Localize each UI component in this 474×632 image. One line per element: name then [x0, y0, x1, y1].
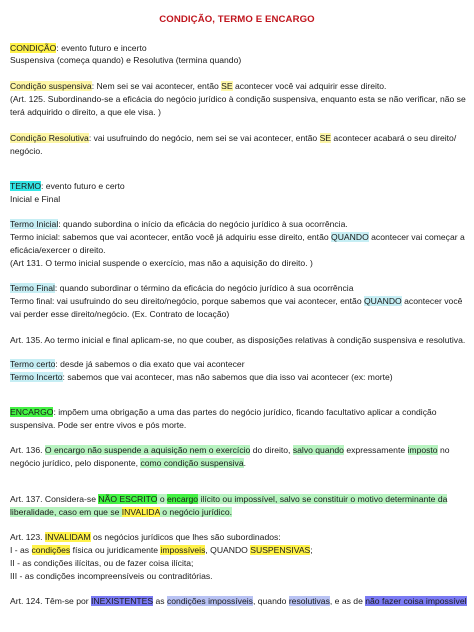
final-explanation-end: acontecer você: [401, 296, 463, 306]
suspensiva-text: : Nem sei se vai acontecer, então: [91, 81, 222, 91]
inicial-text: : quando subordina o início da eficácia do negócio jurídico à sua ocorrência.: [58, 219, 348, 229]
art123-item-1: I - as condições física ou juridicamente impossíveis, QUANDO SUSPENSIVAS;: [10, 545, 313, 555]
art137-line: [10, 494, 466, 505]
art124-resolutivas: resolutivas: [288, 596, 330, 606]
termo-types: Inicial e Final: [10, 194, 61, 204]
suspensiva-term: Condição suspensiva: [10, 81, 92, 91]
art136-number: Art. 136.: [10, 445, 45, 455]
art124-text-4: , e as de: [329, 596, 366, 606]
suspensiva-se: SE: [221, 81, 233, 91]
termo-definition: : evento futuro e certo: [41, 181, 125, 191]
art137-invalida: INVALIDA: [121, 507, 160, 517]
page-title: CONDIÇÃO, TERMO E ENCARGO: [159, 14, 315, 25]
certo-term: Termo certo: [10, 359, 56, 369]
resolutiva-line-2: negócio.: [10, 146, 43, 156]
art124-text-3: , quando: [252, 596, 289, 606]
art136-highlight-3: imposto: [407, 445, 438, 455]
inicial-quando: QUANDO: [331, 232, 369, 242]
final-line: [10, 283, 466, 294]
art124-text-2: as: [153, 596, 167, 606]
encargo-line: [10, 407, 466, 418]
incerto-line: [10, 372, 466, 383]
art137-text-2: o: [157, 494, 167, 504]
suspensiva-line: [10, 81, 466, 92]
termo-term: TERMO: [10, 181, 42, 191]
art137-text-1: Art. 137. Considera-se: [10, 494, 99, 504]
art136-line-2: [10, 458, 466, 469]
final-explanation: Termo final: vai usufruindo do seu direito/negócio, porque sabemos que vai acontecer, então: [10, 296, 364, 306]
condicao-types: Suspensiva (começa quando) e Resolutiva (termina quando): [10, 55, 242, 65]
resolutiva-term: Condição Resolutiva: [10, 133, 89, 143]
art136-highlight-4: como condição suspensiva: [140, 458, 244, 468]
encargo-text: : impõem uma obrigação a uma das partes do negócio jurídico, ficando facultativo aplicar a condição: [53, 407, 437, 417]
art136-line: [10, 445, 466, 456]
art136-period: .: [243, 458, 247, 468]
final-quando: QUANDO: [364, 296, 402, 306]
final-term: Termo Final: [10, 283, 55, 293]
art123-item-2: II - as condições ilícitas, ou de fazer coisa ilícita;: [10, 558, 194, 568]
art137-line-2: [10, 507, 466, 518]
art131-line: (Art 131. O termo inicial suspende o exercício, mas não a aquisição do direito. ): [10, 258, 313, 268]
art125-line: (Art. 125. Subordinando-se a eficácia do negócio jurídico à condição suspensiva, enquanto esta se não verificar, não se: [10, 94, 466, 104]
art123-text: os negócios jurídicos que lhes são subordinados:: [90, 532, 281, 542]
inicial-explanation-end: acontecer vai começar a: [368, 232, 465, 242]
art124-nao-fazer: não fazer coisa impossível: [365, 596, 467, 606]
art124-text-1: Art. 124. Têm-se por: [10, 596, 92, 606]
inicial-line: [10, 219, 466, 230]
art124-condicoes: condições impossíveis: [166, 596, 253, 606]
art123-invalidam: INVALIDAM: [44, 532, 91, 542]
termo-line: [10, 181, 466, 192]
encargo-line-2: suspensiva. Pode ser entre vivos e pós morte.: [10, 420, 187, 430]
art137-nao-escrito: NÃO ESCRITO: [98, 494, 158, 504]
encargo-term: ENCARGO: [10, 407, 54, 417]
art123-condicoes: condições: [31, 545, 71, 555]
art123-impossiveis: impossíveis: [160, 545, 206, 555]
incerto-text: : sabemos que vai acontecer, mas não sabemos que dia isso vai acontecer (ex: morte): [62, 372, 393, 382]
inicial-term: Termo Inicial: [10, 219, 59, 229]
resolutiva-se: SE: [319, 133, 332, 143]
certo-line: [10, 359, 466, 370]
art136-highlight-2: salvo quando: [292, 445, 344, 455]
art136-text-1: do direito,: [250, 445, 293, 455]
art123-item-1-text: física ou juridicamente: [70, 545, 161, 555]
incerto-term: Termo Incerto: [10, 372, 63, 382]
inicial-line-2: [10, 232, 466, 243]
art123-item-1-prefix: I - as: [10, 545, 32, 555]
resolutiva-text-end: acontecer acabará o seu direito/: [331, 133, 457, 143]
art123-suspensivas: SUSPENSIVAS: [250, 545, 311, 555]
art123-line: [10, 532, 466, 543]
condicao-term: CONDIÇÃO: [10, 43, 57, 53]
art136-text-4: negócio jurídico, pelo disponente,: [10, 458, 141, 468]
art137-encargo: encargo: [167, 494, 199, 504]
art125-line-2: terá adquirido o direito, a que ele visa. ): [10, 107, 161, 117]
art123-number: Art. 123.: [10, 532, 45, 542]
final-line-2: [10, 296, 466, 307]
art137-text-4: liberalidade, caso em que se: [10, 507, 122, 517]
condicao-definition: : evento futuro e incerto: [56, 43, 147, 53]
final-line-3: vai perder esse direito/negócio. (Ex. Contrato de locação): [10, 309, 230, 319]
art135-line: Art. 135. Ao termo inicial e final aplicam-se, no que couber, as disposições relativas à condição suspensiva e resolutiva.: [10, 335, 466, 345]
art136-highlight-1: O encargo não suspende a aquisição nem o exercício: [44, 445, 251, 455]
inicial-line-3: eficácia/exercer o direito.: [10, 245, 106, 255]
art124-line: [10, 596, 466, 607]
art123-quando: , QUANDO: [205, 545, 251, 555]
art136-text-3: no: [437, 445, 450, 455]
inicial-explanation: Termo inicial: sabemos que vai acontecer, então você já adquiriu esse direito, então: [10, 232, 332, 242]
certo-text: : desde já sabemos o dia exato que vai acontecer: [55, 359, 245, 369]
art124-inexistentes: INEXISTENTES: [91, 596, 154, 606]
art137-text-3: ilícito ou impossível, salvo se constituir o motivo determinante da: [198, 494, 448, 504]
art136-text-2: expressamente: [343, 445, 408, 455]
art137-text-5: o negócio jurídico.: [159, 507, 232, 517]
art123-item-3: III - as condições incompreensíveis ou contraditórias.: [10, 571, 213, 581]
condicao-line: [10, 43, 466, 54]
resolutiva-line: [10, 133, 466, 144]
suspensiva-text-end: acontecer você vai adquirir esse direito.: [232, 81, 387, 91]
resolutiva-text: : vai usufruindo do negócio, nem sei se vai acontecer, então: [88, 133, 320, 143]
final-text: : quando subordinar o término da eficácia do negócio jurídico à sua ocorrência: [54, 283, 354, 293]
